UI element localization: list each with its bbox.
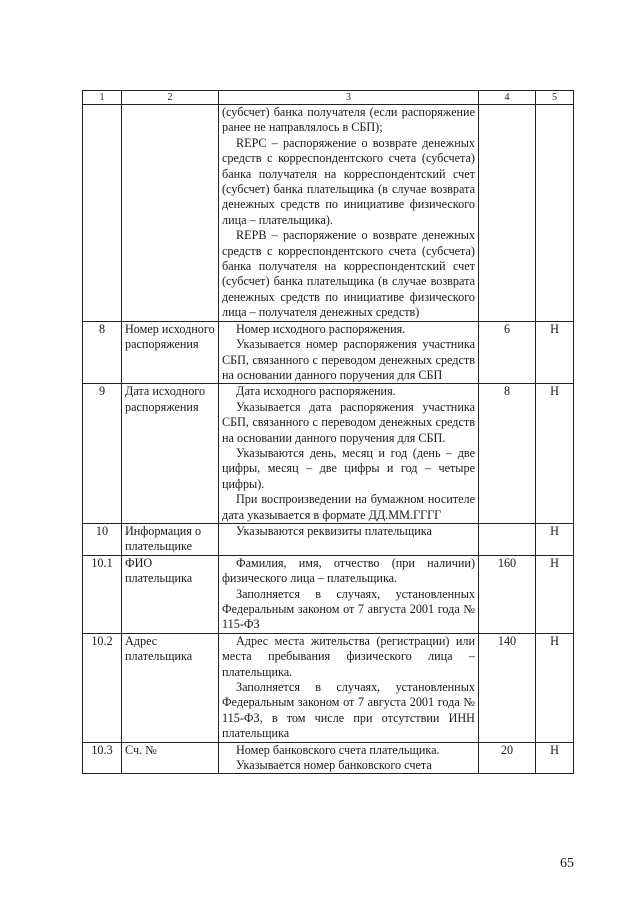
field-length: 6 [479,321,536,384]
description-paragraph: При воспроизведении на бумажном носителе дата указывается в формате ДД.ММ.ГГГГ [222,492,475,522]
field-length: 160 [479,555,536,633]
description-paragraph: Номер банковского счета плательщика. [236,742,440,757]
field-name: Адрес плательщика [122,633,219,742]
description-paragraph: Адрес места жительства (регистрации) или места пребывания физического лица – плательщика. [222,633,475,679]
header-col-5: 5 [536,91,574,105]
row-number: 10 [83,523,122,555]
field-description [219,742,479,774]
table-row [83,523,574,555]
row-number: 10.2 [83,633,122,742]
row-number: 10.3 [83,742,122,774]
description-paragraph: Указываются реквизиты плательщика [236,523,432,538]
field-description [219,523,479,555]
header-col-2: 2 [122,91,219,105]
field-description [219,633,479,742]
field-name: Номер исходного распоряжения [122,321,219,384]
header-col-3: 3 [219,91,479,105]
description-paragraph: Заполняется в случаях, установленных Федеральным законом от 7 августа 2001 года № 115-ФЗ, в том числе при отсутствии ИНН плательщика [222,680,475,741]
field-name: Информация о плательщике [122,523,219,555]
field-name: ФИО плательщика [122,555,219,633]
description-paragraph: Дата исходного распоряжения. [236,384,396,399]
field-length [479,523,536,555]
row-number: 8 [83,321,122,384]
description-paragraph: Указывается номер банковского счета [236,758,432,773]
description-paragraph: Номер исходного распоряжения. [236,321,406,336]
field-name [122,105,219,322]
row-number [83,105,122,322]
field-length: 20 [479,742,536,774]
row-number: 10.1 [83,555,122,633]
table-row [83,555,574,633]
field-length: 8 [479,384,536,524]
table-row [83,105,574,322]
field-required: Н [536,523,574,555]
field-required: Н [536,384,574,524]
page-number: 65 [560,856,574,871]
description-paragraph: (субсчет) банка получателя (если распоряжение ранее не направлялось в СБП); [222,105,475,135]
field-length [479,105,536,322]
description-paragraph: REPC – распоряжение о возврате денежных средств с корреспондентского счета (субсчета) банка получателя на корреспондентский счет (субсчет) банка плательщика (в случае возврата денежных средств по инициативе физического лица – плательщика). [222,135,475,227]
field-description [219,105,479,322]
table-body [83,105,574,774]
description-paragraph: Указывается дата распоряжения участника СБП, связанного с переводом денежных средств на основании данного поручения для СБП. [222,399,475,445]
table-row [83,321,574,384]
row-number: 9 [83,384,122,524]
field-description [219,555,479,633]
description-paragraph: Указывается номер распоряжения участника СБП, связанного с переводом денежных средств на основании данного поручения для СБП [222,337,475,382]
field-description [219,321,479,384]
field-length: 140 [479,633,536,742]
table-row [83,633,574,742]
field-required: Н [536,742,574,774]
field-name: Дата исходного распоряжения [122,384,219,524]
field-required [536,105,574,322]
header-row [83,91,574,105]
table-row [83,742,574,774]
fields-table [82,90,574,774]
field-required: Н [536,321,574,384]
description-paragraph: Заполняется в случаях, установленных Федеральным законом от 7 августа 2001 года № 115-ФЗ [222,586,475,632]
header-col-4: 4 [479,91,536,105]
field-required: Н [536,633,574,742]
field-description [219,384,479,524]
description-paragraph: REPB – распоряжение о возврате денежных средств с корреспондентского счета (субсчета) банка получателя на корреспондентский счет (субсчет) банка плательщика (в случае возврата денежных средств по инициативе физического лица – получателя денежных средств) [222,228,475,320]
field-name: Сч. № [122,742,219,774]
header-col-1: 1 [83,91,122,105]
description-paragraph: Указываются день, месяц и год (день – две цифры, месяц – две цифры и год – четыре цифры). [222,445,475,491]
table-row [83,384,574,524]
description-paragraph: Фамилия, имя, отчество (при наличии) физического лица – плательщика. [222,555,475,586]
field-required: Н [536,555,574,633]
